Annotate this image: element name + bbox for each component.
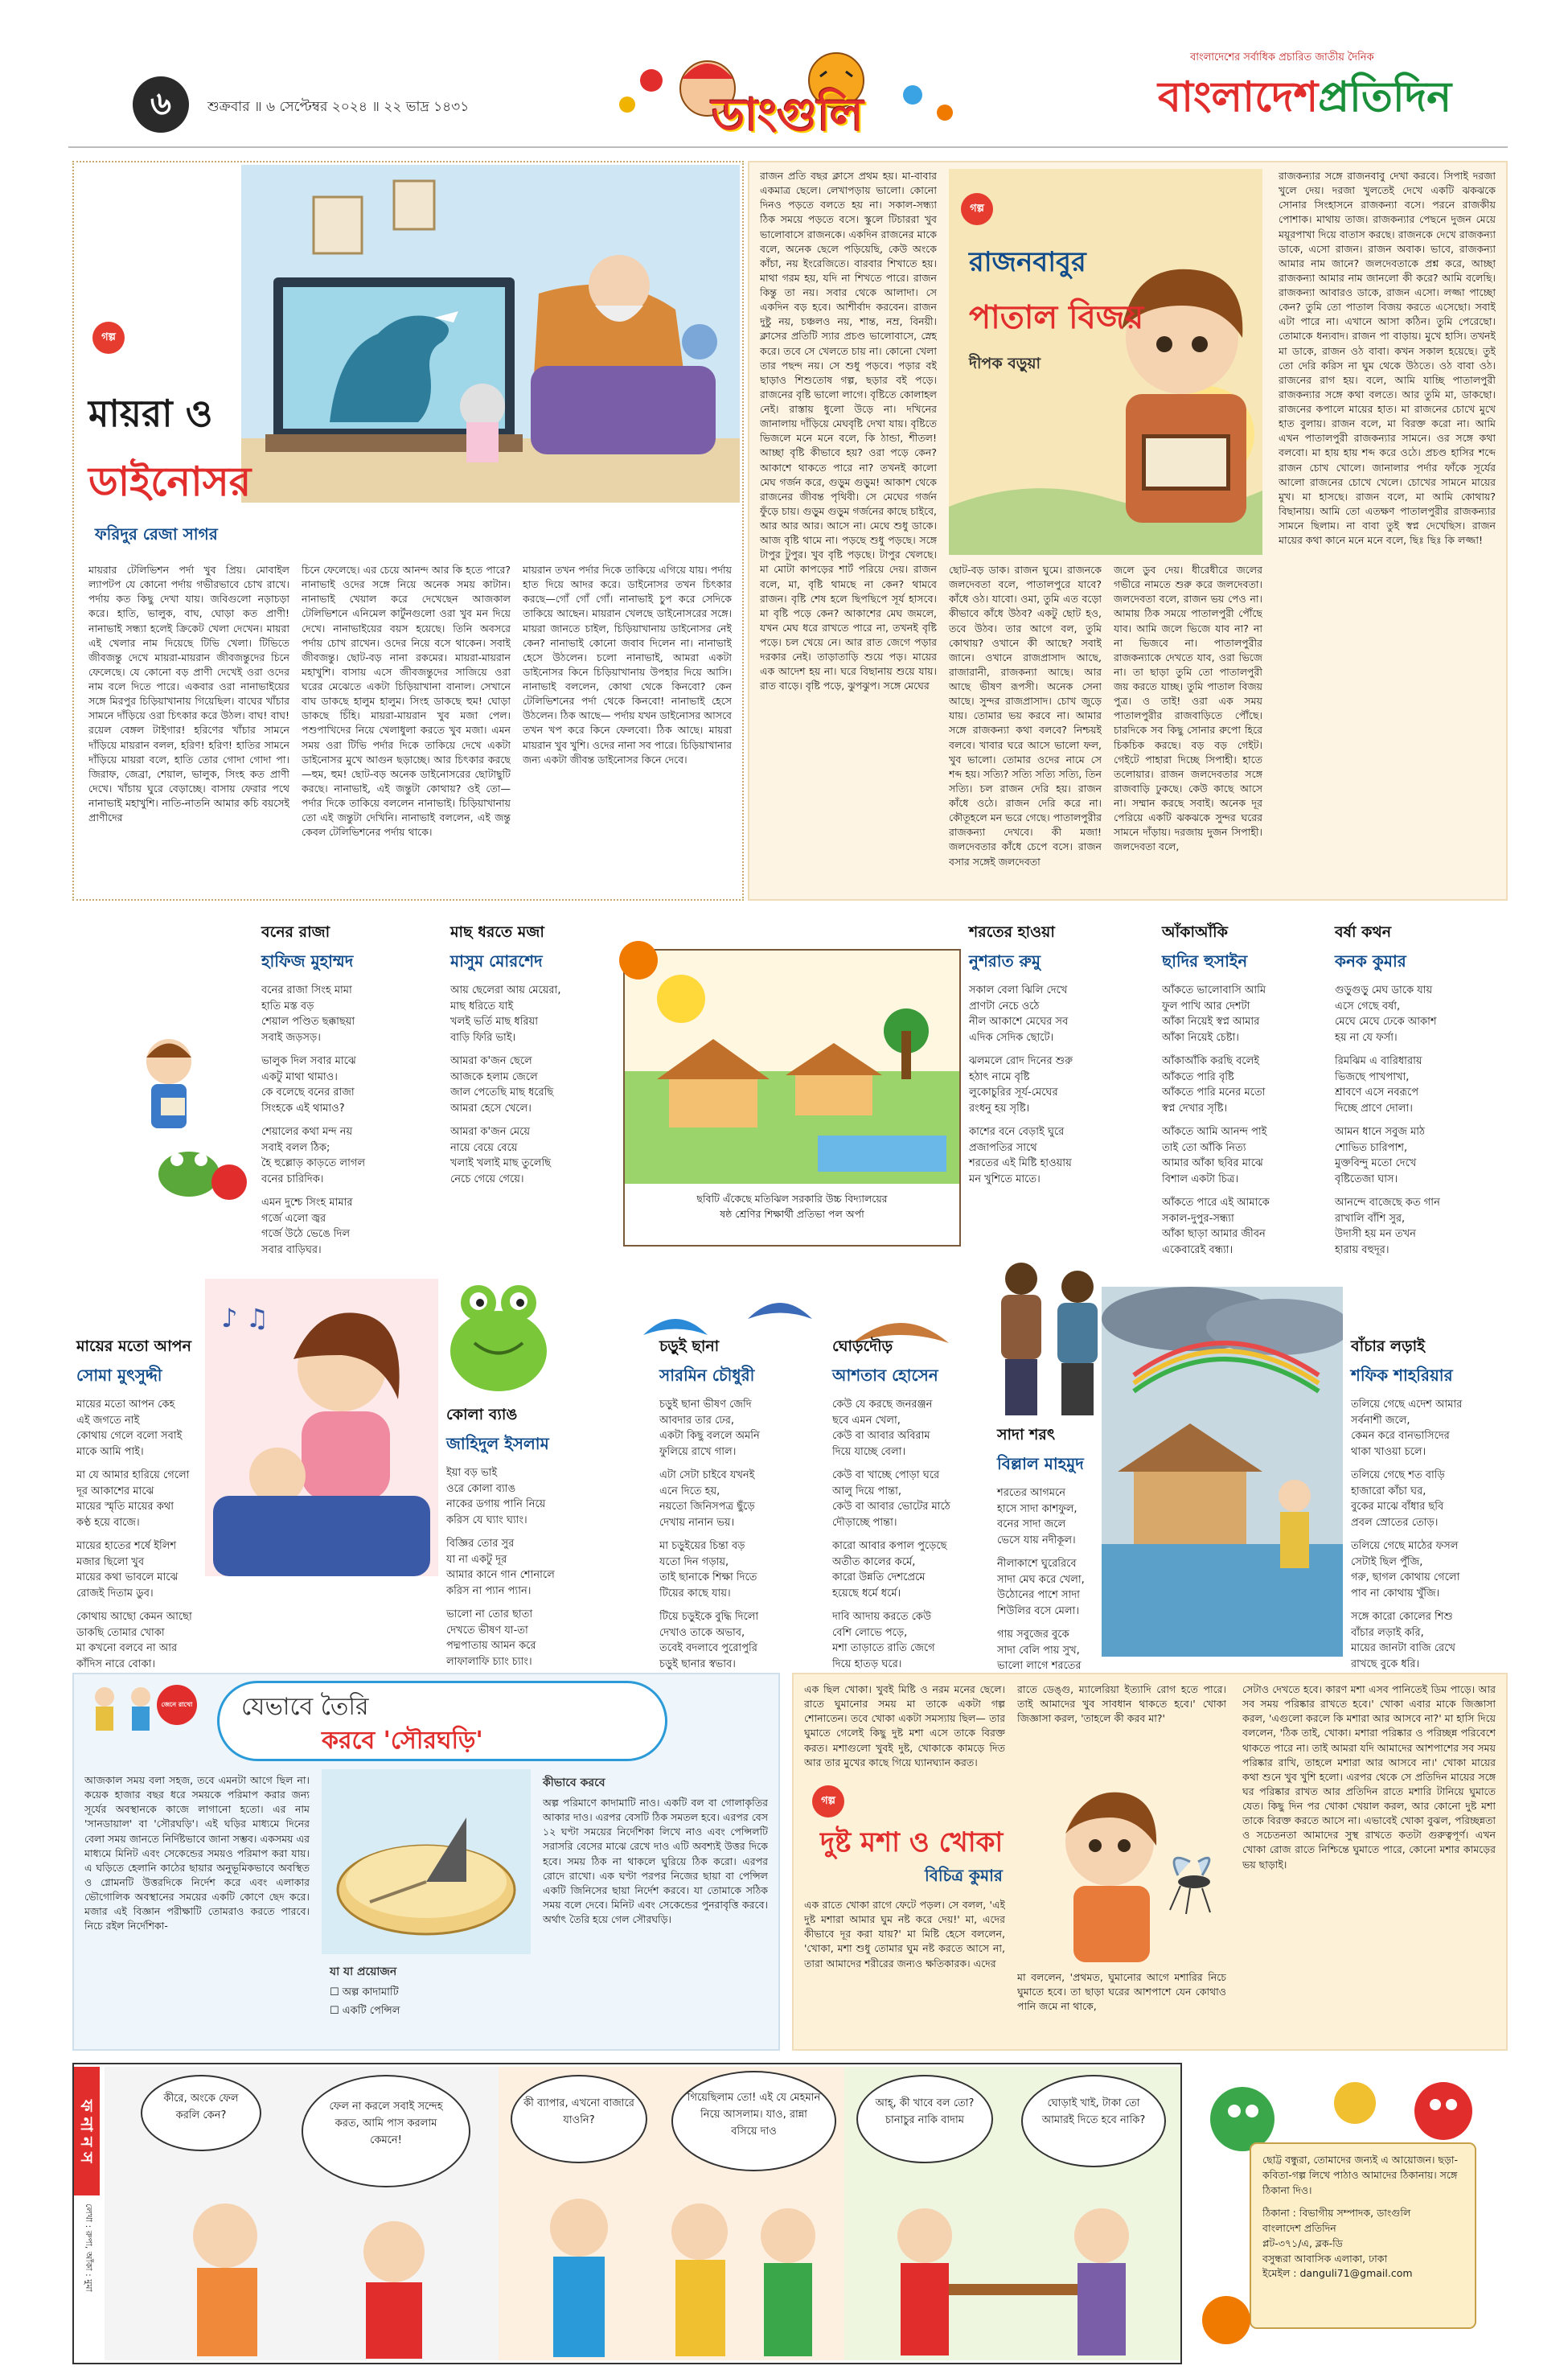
paper-logo-part1: বাংলাদেশ	[1158, 73, 1319, 121]
paper-tagline: বাংলাদেশের সর্বাধিক প্রচারিত জাতীয় দৈনিক	[1190, 51, 1374, 64]
comic-bubble-6: ঘোড়াই খাই, টাকা তো আমারই দিতে হবে নাকি?	[1021, 2075, 1166, 2167]
mosquito-title: দুষ্ট মশা ও খোকা	[820, 1826, 1004, 1859]
poem-stanza: মায়ের হাতের শর্ষে ইলিশ মজার ছিলো খুব মায়ের কথা ভাবলে মাঝে রোজই দিতাম ডুব।	[76, 1540, 179, 1600]
poem-author: ছাদির হুসাইন	[1162, 951, 1248, 971]
comic-bubble-1: কীরে, অংকে ফেল করলি কেন?	[141, 2075, 261, 2151]
kids-drawing-caption-line2: ষষ্ঠ শ্রেণির শিক্ষার্থী প্রতিভা পল অর্পা	[720, 1207, 864, 1220]
poem-mach-dhorte	[450, 921, 611, 1195]
story-mayra-tag: গল্প	[92, 322, 125, 354]
poem-stanza: বনের রাজা সিংহ মামা হাতি মস্ত বড় শেয়াল পণ্ডিত ছক্কাছয়া সবাই জড়সড়।	[261, 984, 355, 1044]
poem-stanza: আমরা ক'জন ছেলে আজকে হলাম জেলে জাল পেতেছি মাছ ধরেছি আমরা হেসে খেলে।	[450, 1055, 554, 1115]
poem-stanza: এটা সেটা চাইবে যখনই এনে দিতে হয়, নয়তো জিনিসপত্র ছুঁড়ে দেখায় নানান ভয়।	[659, 1469, 755, 1529]
poem-stanza: গায় সবুজের বুকে সাদা বেলি পায় সুখ, ভালো লাগে শরতের	[997, 1629, 1082, 1672]
kids-reading-illustration	[113, 1021, 249, 1206]
kids-drawing-caption	[625, 1192, 959, 1222]
poem-author: নুশরাত রুমু	[969, 951, 1041, 971]
poem-stanza: ভালুক দিল সবার মাঝে একটু মাথা থামাও। কে বলেছে বনের রাজা সিংহকে এই থামাও?	[261, 1055, 356, 1115]
poem-stanza: গুড়ুগুড়ু মেঘ ডাকে যায় এসে গেছে বর্ষা, মেঘে মেঘে ঢেকে আকাশ হয় না যে ফর্সা।	[1335, 984, 1437, 1044]
story-rajan-col1: রাজন প্রতি বছর ক্লাসে প্রথম হয়। মা-বাবার একমাত্র ছেলে। লেখাপড়ায় ভালো। কোনো দিনও পড়তে বলতে হয় না। সকাল-সন্ধ্যা ঠিক সময়ে পড়তে বসে। স্কুলে টিচাররা খুব ভালোবাসে রাজনকে। একদিন রাজনের মাকে বলে, অনেক ছেলে পড়িয়েছি, কেউ অংকে কাঁচা, নয় ইংরেজিতে। বারবার শিখাতে হয়। মাথা গরম হয়, যদি না শিখতে পারে। রাজন কিন্তু তা নয়। সবার থেকে আলাদা। সে একদিন বড় হবে। আশীর্বাদ করবেন। রাজন দুষ্টু নয়, চঞ্চলও নয়, শান্ত, নম্র, বিনয়ী। ক্লাসের প্রতিটি স্যার প্রচণ্ড ভালোবাসে, স্নেহ করে। তবে সে খেলতে চায় না। কোনো খেলা তার পছন্দ নয়। সে শুধু পড়বে। পড়ার বই ছাড়াও শিশুতোষ গল্প, ছড়ার বই পড়ে। রাজনের বৃষ্টি ভালো লাগে। বৃষ্টিতে কোলাহল নেই। রাস্তায় ধুলো উড়ে না। দখিনের জানালায় দাঁড়িয়ে মেঘবৃষ্টি দেখা যায়। বৃষ্টিতে ভিজলে মনে মনে বলে, কি ঠান্ডা, শীতল! আচ্ছা বৃষ্টি কীভাবে হয়? ওরা পড়ে কেন? আকাশে থাকতে পারে না? তখনই কালো মেঘ গর্জন করে, গুড়ুম গুড়ুম! আকাশ থেকে রাজনের জীবন্ত পৃথিবী। সে মেঘের গর্জন ফুঁড়ে চায়। গুড়ুম গুড়ুম গর্জনের কাছে চাইবে, আর আর আর। আসে না। মেঘে শুধু ডাকে। আজ বৃষ্টি থামে না। পড়ছে শুধু পড়ছে। সঙ্গে টাপুর টুপুর। খুব বৃষ্টি পড়ছে। টাপুর খেলছে। মা মোটা কাপড়ের শার্ট পরিয়ে দেয়। রাজন বলে, মা, বৃষ্টি থামছে না কেন? থামবে রাজন। বৃষ্টি শেষ হলে ছিপছিপে সূর্য হাসবে। মা বৃষ্টি পড়ে কেন? আকাশের মেঘ জমলে, যখন মেঘ ধরে রাখতে পারে না, তখনই বৃষ্টি পড়ে। চল খেয়ে নে। আর রাত জেগে পড়ার দরকার নেই। তাড়াতাড়ি শুয়ে পড়। মায়ের এক আদেশ হয় না। ঘরে বিছানায় শুয়ে যায়। রাত বাড়ে। বৃষ্টি পড়ে, ঝুপঝুপ। সঙ্গে মেঘের	[760, 170, 937, 692]
rain-village-illustration	[1102, 1287, 1343, 1657]
story-mayra-col3: মায়রান তখন পর্দার দিকে তাকিয়ে এগিয়ে যায়। পর্দায় হাত দিয়ে আদর করে। ডাইনোসর তখন চিৎকার করছে—গোঁ গোঁ গোঁ। নানাভাই চুপ করে সেদিকে তাকিয়ে আছেন। মায়রান খেলছে ডাইনোসরের সঙ্গে। মায়রা জানতে চাইল, চিড়িয়াখানায় ডাইনোসর নেই কেন? নানাভাই কোনো জবাব দিলেন না। নানাভাই হেসে উঠলেন। চলো নানাভাই, আমরা একটা ডাইনোসর কিনে চিড়িয়াখানায় উপহার দিয়ে আসি। নানাভাই বললেন, কোথা থেকে কিনবো? কেন টেলিভিশনের পর্দা থেকে কিনবো! নানাভাই হেসে উঠলেন। ঠিক আছে— পর্দায় যখন ডাইনোসর আসবে তখন খপ করে কিনে ফেলবো। ঠিক আছে। মায়রা মায়রান খুব খুশি। ওদের নানা সব পারে। চিড়িয়াখানার জন্য একটা জীবন্ত ডাইনোসর কিনে দেবে।	[523, 564, 732, 766]
poem-stanza: টিয়ে চড়ুইকে বুদ্ধি দিলো দেখাও তাকে অভাব, তবেই বদলাবে পুরোপুরি চড়ুই ছানার স্বভাব।	[659, 1611, 759, 1670]
story-rajan-title-line2: পাতাল বিজয়	[969, 299, 1144, 336]
mosquito-top-col1: এক ছিল খোকা। খুবই মিষ্টি ও নরম মনের ছেলে। রাতে ঘুমানোর সময় মা তাকে একটা গল্প শোনাতেন। তবে খোকা একটা সমস্যায় ছিল— তার ঘুমাতে গেলেই কিছু দুষ্ট মশা এসে তাকে বিরক্ত করত। মশাগুলো খুবই দুষ্ট, খোকাকে কামড়ে দিত আর তার মুখের কাছে গিয়ে ঘ্যানঘ্যান করত।	[804, 1683, 1005, 1768]
poem-stanza: এমন দুশ্চে সিংহ মামার গর্জে এলো জ্বর গর্জে উঠে ভেঙে দিল সবার বাড়িঘর।	[261, 1197, 353, 1256]
poem-stanza: তলিয়ে গেছে শত বাড়ি হাজারো কাঁচা ঘর, বুকের মাঝে বাঁধার ছবি প্রবল স্রোতের তোড়।	[1351, 1469, 1445, 1529]
poem-title: মায়ের মতো আপন	[76, 1337, 191, 1355]
paper-logo	[1158, 64, 1451, 134]
poem-title: সাদা শরৎ	[997, 1426, 1056, 1444]
contact-box	[1194, 2063, 1508, 2364]
kids-drawing-image	[625, 951, 959, 1184]
poem-stanza: সকাল বেলা ঝিলি দেখে প্রাণটা নেচে ওঠে নীল আকাশে মেঘের সব এদিক সেদিক ছোটে।	[969, 984, 1069, 1044]
poem-shoroter-haowa	[969, 921, 1130, 1195]
mosquito-bot-col2: মা বললেন, 'প্রথমত, ঘুমানোর আগে মশারির নিচে ঘুমাতে হবে। তা ছাড়া ঘরের আশপাশে যেন কোথাও পানি জমে না থাকে,	[1017, 1971, 1226, 2013]
story-mayra-author: ফরিদুর রেজা সাগর	[95, 524, 218, 544]
poem-sada-shorot	[997, 1423, 1134, 1698]
story-rajan-title-line1: রাজনবাবুর	[969, 246, 1086, 278]
poem-author: মাসুম মোরশেদ	[450, 951, 543, 971]
poem-title: বাঁচার লড়াই	[1351, 1337, 1426, 1355]
sundial-need-item-label: একটি পেন্সিল	[342, 2005, 400, 2017]
sundial-steps-title: কীভাবে করবে	[543, 1776, 605, 1789]
header-rule	[68, 146, 1508, 148]
comic-side-label: ফ না ন স	[74, 2067, 100, 2195]
sundial-needs-title: যা যা প্রয়োজন	[330, 1965, 397, 1978]
mosquito-top-col2: রাতে ডেঙ্গু, ম্যালেরিয়া ইত্যাদি রোগ হতে পারে। তাই আমাদের খুব সাবধান থাকতে হবে।' খোকা জিজ্ঞাসা করল, 'তাহলে কী করব মা?'	[1017, 1683, 1226, 1725]
poem-stanza: ভালো না তোর ছাতা দেখতে ভীষণ যা-তা পদ্মপাতায় আমন করে লাফালাফি চ্যাং চ্যাং।	[446, 1608, 536, 1668]
sundial-steps-body: অল্প পরিমাণে কাদামাটি নাও। একটি বল বা গোলাকৃতির আকার দাও। এরপর বেসটি ঠিক সমতল হবে। এরপর বেস ১২ ঘণ্টা সময়ের নির্দেশিকা লিখে নাও এবং পেন্সিলটি সরাসরি বেসের মাঝে রেখে দাও এটি অবশ্যই উত্তর দিকে হবে। সময় ঠিক না থাকলে ঘুরিয়ে ঠিক করো। এরপর রোদে রাখো। এক ঘণ্টা পরপর নিজের ছায়া বা পেন্সিল একটি জিনিসের ছায়া নির্দেশ করবে। যা তোমাকে সঠিক সময় বলে দেবে। মিনিট এবং সেকেন্ডের পুনরাবৃত্তি করবে। অর্থাৎ তৈরি হয়ে গেল সৌরঘড়ি।	[543, 1797, 768, 1925]
poem-ghordour	[832, 1335, 993, 1680]
poem-body	[659, 1397, 820, 1672]
poem-title: মাছ ধরতে মজা	[450, 923, 544, 941]
sundial-title-line1: যেভাবে তৈরি	[241, 1693, 369, 1721]
contact-address-line: প্লট-৩৭১/এ, ব্লক-ডি	[1262, 2236, 1343, 2249]
story-rajan-tag: গল্প	[961, 193, 993, 225]
amar-aka-badge	[619, 941, 658, 980]
poem-stanza: শরতের আগমনে হাসে সাদা কাশফুল, বনের সাদা জলে ভেসে যায় নদীকূল।	[997, 1487, 1077, 1546]
section-logo-text: ডাংগুলি	[712, 89, 864, 142]
poem-title: আঁকাআঁকি	[1162, 923, 1228, 941]
mosquito-illustration	[1037, 1769, 1230, 1966]
story-mayra-illustration	[241, 165, 740, 503]
comic-panel-2	[499, 2067, 844, 2360]
poem-stanza: রিমঝিম এ বারিধারায় ভিজছে পাখপাখা, শ্রাবণে এসে নবরূপে দিচ্ছে প্রাণে দোলা।	[1335, 1055, 1422, 1115]
poem-stanza: দাবি আদায় করতে কেউ বেশি লোভে পড়ে, মশা তাড়াতে রাতি জেগে দিয়ে হাতড় ঘরে।	[832, 1611, 935, 1670]
poem-stanza: আমন ধানে সবুজ মাঠ শোভিত চারিপাশ, মুক্তবিন্দু মতো দেখে বৃষ্টিতেজা ঘাস।	[1335, 1126, 1425, 1185]
mother-child-illustration	[205, 1279, 438, 1576]
mosquito-right-col: সেটাও দেখতে হবে। কারণ মশা এসব পানিতেই ডিম পাড়ে। আর সব সময় পরিষ্কার রাখতে হবে।' খোকা এবার মাকে জিজ্ঞাসা করল, 'এগুলো করলে কি মশারা আর আসবে না?' মা হাসি দিয়ে বললেন, 'ঠিক তাই, খোকা। মশারা পরিষ্কার ও পরিচ্ছন্ন পরিবেশে থাকতে পারে না। তাই আমরা যদি আমাদের আশপাশের সব সময় পরিষ্কার রাখি, তাহলে মশারা আর আসবে না।' খোকা মায়ের কথা শুনে খুব খুশি হলো। এরপর থেকে সে প্রতিদিন মায়ের সঙ্গে ঘর পরিষ্কার রাখত আর প্রতিদিন রাতে মশারি টানিয়ে ঘুমাতে যেত। কিছু দিন পর খোকা খেয়াল করল, আর কোনো দুষ্ট মশা তাকে বিরক্ত করতে আসে না। এভাবেই খোকা বুঝল, পরিচ্ছন্নতা ও সচেতনতা আমাদের সুস্থ রাখতে কতটা গুরুত্বপূর্ণ। এখন খোকা রোজ রাতে নিশ্চিন্তে ঘুমাতে পারে, কোনো মশার কামড়ের ভয় ছাড়াই।	[1242, 1683, 1496, 1871]
poem-stanza: কেউ বা খাচ্ছে পোড়া ঘরে আলু দিয়ে পান্তা, কেউ বা আবার ভোটের মাঠে দৌড়াচ্ছে পান্তা।	[832, 1469, 950, 1529]
sundial-image	[322, 1769, 531, 1954]
poem-borsha-kothon	[1335, 921, 1496, 1266]
poem-stanza: আঁকতে পারে এই আমাকে সকাল-দুপুর-সন্ধ্যা আঁকা ছাড়া আমার জীবন একেবারেই বন্ধ্যা।	[1162, 1197, 1270, 1256]
page-number-badge: ৬	[133, 76, 189, 133]
story-rajan-title	[969, 241, 1143, 378]
comic-bubble-5: আহ্, কী খাবে বল তো? চানাচুর নাকি বাদাম	[856, 2075, 993, 2163]
poem-author: জাহিদুল ইসলাম	[446, 1434, 549, 1453]
sundial-need-item: ☐ একটি পেন্সিল	[330, 2005, 400, 2017]
poem-body	[1351, 1397, 1504, 1672]
poem-body	[450, 983, 611, 1187]
kids-drawing-frame	[623, 949, 961, 1247]
story-mayra-title-line1: মায়রা ও	[88, 392, 213, 435]
mosquito-bot-col1: এক রাতে খোকা রাগে ফেটে পড়ল। সে বলল, 'এই দুষ্ট মশারা আমার ঘুম নষ্ট করে দেয়!' মা, এদের কীভাবে দূর করা যায়?' মা মিষ্টি হেসে বললেন, 'খোকা, মশা শুধু তোমার ঘুম নষ্ট করতে আসে না, তারা আমাদের শরীরের জন্যও ক্ষতিকারক। এদের	[804, 1899, 1005, 1969]
poem-author: শফিক শাহরিয়ার	[1351, 1366, 1453, 1385]
mosquito-tag: গল্প	[812, 1785, 844, 1817]
comic-panel-1	[105, 2067, 499, 2360]
story-rajan-col3: জলে ডুব দেয়। ধীরেধীরে জলের গভীরে নামতে শুরু করে জলদেবতা। জলদেবতা বলে, রাজন ভয় পেও না। আমায় ঠিক সময়ে পাতালপুরী পৌঁছে যাব। আমি জলে ভিজে যাব না? না না ভিজবে না। পাতালপুরীর রাজকন্যাকে দেখতে যাব, ওরা ভিজে না। তা ছাড়া তুমি তো পাতালপুরী জয় করতে যাচ্ছ। তুমি পাতাল বিজয় পুত্র। ও তাই! ওরা এক সময় পাতালপুরীর রাজবাড়িতে পৌঁছে। চারদিকে সব কিছু সোনার রুপো হিরে চিকচিক করছে। বড় বড় গেইট। গেইটে পাহারা দিচ্ছে সিপাহী। হাতে তলোয়ার। রাজন জলদেবতার সঙ্গে রাজবাড়ি ঢুকছে। কেউ কাছে আসে না। সম্মান করছে সবাই। অনেক দূর পেরিয়ে একটি ঝকঝকে সুন্দর ঘরের সামনে দাঁড়ায়। দরজায় দুজন সিপাহী। জলদেবতা বলে,	[1114, 564, 1262, 853]
poem-title: ঘোড়দৌড়	[832, 1337, 893, 1355]
poem-stanza: কেউ যে করছে জনরঞ্জন ছবে এমন খেলা, কেউ বা আবার অবিরাম দিয়ে যাচ্ছে বেলা।	[832, 1399, 933, 1458]
contact-text	[1262, 2153, 1467, 2282]
sundial-title-line2: করবে 'সৌরঘড়ি'	[322, 1727, 483, 1755]
svg-text:♪ ♫: ♪ ♫	[221, 1303, 269, 1333]
poem-stanza: আয় ছেলেরা আয় মেয়েরা, মাছ ধরিতে যাই খলই ভর্তি মাছ ধরিয়া বাড়ি ফিরি ভাই।	[450, 984, 561, 1044]
story-rajan-author: দীপক বড়ুয়া	[969, 355, 1041, 372]
sundial-steps	[543, 1773, 768, 2045]
frog-illustration	[430, 1255, 567, 1399]
poem-author: কনক কুমার	[1335, 951, 1406, 971]
poem-stanza: আঁকতে ভালোবাসি আমি ফুল পাখি আর দেশটা আঁকা নিয়েই স্বপ্ন আমার আঁকা নিয়েই চেষ্টা।	[1162, 984, 1266, 1044]
poem-stanza: শেয়ালের কথা মন্দ নয় সবাই বলল ঠিক; হৈ হুল্লোড় কাড়তে লাগল বনের চারিদিক।	[261, 1126, 366, 1185]
kids-drawing-caption-line1: ছবিটি এঁকেছে মতিঝিল সরকারি উচ্চ বিদ্যালয়ের	[696, 1193, 888, 1205]
poem-stanza: সঙ্গে কারো কোলের শিশু বাঁচার লড়াই করি, মায়ের জানটা বাজি রেখে রাখছে বুকে ধরি।	[1351, 1611, 1455, 1670]
poem-stanza: বিজ্ঞির তোর সুর যা না একটু দূর আমার কানে গান শোনালে করিস না প্যান প্যান।	[446, 1538, 555, 1597]
contact-address-line: ঠিকানা : বিভাগীয় সম্পাদক, ডাংগুলি	[1262, 2207, 1411, 2220]
poem-boner-raja	[261, 921, 422, 1266]
poem-stanza: আঁকাআঁকি করছি বলেই আঁকতে পারি বৃষ্টি আঁকতে পারি মনের মতো স্বপ্ন দেখার সৃষ্টি।	[1162, 1055, 1266, 1115]
story-mayra-col2: চিনে ফেলেছে। এর চেয়ে আনন্দ আর কি হতে পারে? নানাভাই ওদের সঙ্গে নিয়ে অনেক সময় কাটান। নানাভাই খেয়াল করে দেখেছেন আজকাল টেলিভিশনে এনিমেল কার্টুনগুলো ওরা খুব মন দিয়ে দেখে। নানাভাইয়ের বয়স হয়েছে। তিনি অবসরে পর্দায় চোখ রাখেন। ওদের নিয়ে বসে থাকেন। সবাই জীবজন্তু। ছোট-বড় নানা রকমের। মায়রা-মায়রান মহাখুশি। বাসায় এসে জীবজন্তুদের সাজিয়ে ওরা ঘরের মেঝেতে একটা চিড়িয়াখানা বানাল। সেখানে বাঘ ডাকছে হালুম হালুম। সিংহ ডাকছে হুম! ঘোড়া ডাকছে চিঁহি। মায়রা-মায়রান খুব মজা পেল। পশুপাখিদের নিয়ে খেলাধুলা করতে খুব মজা। এমন সময় ওরা টিভি পর্দার দিকে তাকিয়ে দেখে একটা ডাইনোসর মুখে আগুন ছড়াচ্ছে। আর চিৎকার করছে—হুম, হুম! ছোট-বড় অনেক ডাইনোসরের ছোটাছুটি করছে। নানাভাই, এই জন্তুটা কোথায়? ওই তো—পর্দার দিকে তাকিয়ে বললেন নানাভাই। চিড়িয়াখানায় তো এই জন্তুটা দেখিনি। নানাভাই বললেন, এই জন্তু কেবল টেলিভিশনের পর্দায় থাকে।	[302, 564, 511, 839]
poem-stanza: কোথায় আছো কেমন আছো ডাকছি তোমার খোকা মা কখনো বলবে না আর কাঁদিস নারে বোকা।	[76, 1611, 192, 1670]
story-rajan-col4: রাজকন্যার সঙ্গে রাজনবাবু দেখা করবে। সিপাই দরজা খুলে দেয়। দরজা খুলতেই দেখে একটি ঝকঝকে সোনার সিংহাসনে রাজকন্যা বসে। পরনে রাজকীয় পোশাক। মাথায় তাজ। রাজকন্যার পেছনে দুজন মেয়ে ময়ূরপাখা দিয়ে বাতাস করছে। রাজনকে দেখে রাজকন্যা ডাকে, এসো রাজন। রাজন অবাক। ভাবে, রাজকন্যা আমার নাম জানে? জলদেবতাকে প্রশ্ন করে, আচ্ছা রাজকন্যা আমার নাম জানলো কী করে? আমি বলেছি। রাজকন্যা আবারও ডাকে, রাজন এসো। লজ্জা পাচ্ছো কেন? তুমি তো পাতাল বিজয় করতে এসেছো। সবাই এটা পারে না। এখানে আসা কঠিন। তুমি পেরেছো। তোমাকে ধন্যবাদ। রাজন পা বাড়ায়। মুখে হাসি। তখনই মা ডাকে, রাজন ওঠ বাবা। কখন সকাল হয়েছে। তুই তো দেরি করিস না ঘুম থেকে উঠতে। ওঠ বাবা ওঠ। রাজনের রাগ হয়। বলে, আমি যাচ্ছি পাতালপুরী রাজকন্যার সঙ্গে কথা বলতে। আর তুমি মা, ডাকছো। রাজনের কপালে মায়ের হাত। মা রাজনের চোখে মুখে হাত বুলায়। রাজন বলে, মা বিরক্ত করো না। আমি এখন পাতালপুরী রাজকন্যার সামনে। ওর সঙ্গে কথা বলবো। মা হায় হায় শব্দ করে ওঠে। প্রচণ্ড হাসির শব্দে রাজন চোখ খোলে। জানালার পর্দার ফাঁকে সূর্যের আলো রাজনের চোখে খেলে। চোখের সামনে মায়ের মুখ। মা হাসছে। রাজন বলে, মা আমি কোথায়? বিছানায়। আমি তো এতক্ষণ পাতালপুরীর রাজকন্যার সামনে ছিলাম। না বাবা তুই স্বপ্ন দেখেছিস। রাজন মায়ের কথা কানে মনে মনে বলে, ছিঃ ছিঃ কি লজ্জা!	[1279, 170, 1496, 547]
sundial-needs	[330, 1962, 531, 2020]
masthead	[0, 0, 1568, 153]
poem-stanza: আমরা ক'জন মেয়ে নায়ে বেয়ে বেয়ে খলাই খলাই মাছ তুলেছি নেচে গেয়ে গেয়ে।	[450, 1126, 552, 1185]
poem-kola-bang	[446, 1403, 607, 1678]
poem-body	[446, 1465, 607, 1670]
sundial-intro: আজকাল সময় বলা সহজ, তবে এমনটা আগে ছিল না। কয়েক হাজার বছর ধরে সময়কে পরিমাপ করার জন্য সূর্যের অবস্থানকে কাজে লাগানো হতো। এর নাম 'সানডায়াল' বা 'সৌরঘড়ি'। এই ঘড়ির মাধ্যমে দিনের বেলা সময় জানতে নির্দিষ্টভাবে জানা সম্ভব। একসময় এর মাধ্যমে মিনিট এবং সেকেন্ডের সময়ও পরিমাপ করা যায়। এ ঘড়িতে হেলানি কাঠের ছায়ার অনুভূমিকভাবে অবস্থিত ও গ্নোমনটি উত্তরদিকে নির্দেশ করে এবং এলাকার ভৌগোলিক অবস্থানের সময়ের একটি কোণে ছেদ করে। মজার এই বিজ্ঞান পরীক্ষাটি তোমরাও করতে পারবে। নিচে রইল নির্দেশিকা-	[84, 1774, 310, 1932]
sundial-need-item-label: অল্প কাদামাটি	[342, 1986, 399, 1998]
poem-title: চড়ুই ছানা	[659, 1337, 720, 1355]
poem-body	[997, 1485, 1134, 1690]
poem-stanza: ইয়া বড় ভাই ওরে কোলা ব্যাঙ নাকের ডগায় পানি নিয়ে করিস যে ঘ্যাং ঘ্যাং।	[446, 1467, 546, 1526]
poem-stanza: ঝলমলে রোদ দিনের শুরু হঠাৎ নামে বৃষ্টি লুকোচুরির সূর্য-মেঘের রংধনু হয় সৃষ্টি।	[969, 1055, 1073, 1115]
comic-bubble-2: ফেল না করলে সবাই সন্দেহ করত, আমি পাস করলাম কেমনে!	[302, 2075, 470, 2187]
poem-stanza: কাশের বনে বেড়াই ঘুরে প্রজাপতির সাথে শরতের এই মিষ্টি হাওয়ায় মন খুশিতে মাতে।	[969, 1126, 1072, 1185]
poem-title: শরতের হাওয়া	[969, 923, 1055, 941]
poem-body	[832, 1397, 993, 1672]
poem-stanza: আঁকতে আমি আনন্দ পাই তাই তো আঁকি নিত্য আমার আঁকা ছবির মাঝে বিশাল একটা চিত্র।	[1162, 1126, 1267, 1185]
story-rajan-col2: ছোট-বড় ডাক। রাজন ঘুমে। রাজনকে জলদেবতা বলে, পাতালপুরে যাবে? কাঁধে ওঠ। যাবো। ওমা, তুমি এত বড়ো কীভাবে কাঁধে উঠব? একটু ছোট হও, তবে উঠব। তার আগে বল, তুমি কোথায়? ওখানে কী আছে? সবাই জানে। ওখানে রাজপ্রাসাদ আছে, রাজারানী, রাজকন্যা আছে। আর আছে ভীষণ রূপসী। অনেক সেনা আছে। সুন্দর রাজপ্রাসাদ। চোখ জুড়ে যায়। তোমার ভয় করবে না। আমার সঙ্গে রাজকন্যা কথা বলবে? নিশ্চয়ই বলবে। খাবার ঘরে আসে ভালো ফল, খুব ভালো। তোমার ওদের নামে সে শব্দ হয়। সত্যি? সত্যি সত্যি সত্যি, তিন সত্যি। চল রাজন দেরি হয়। রাজন কাঁধে ওঠে। রাজন দেরি করে না। কৌতূহলে মন ভরে গেছে। পাতালপুরীর রাজকন্যা দেখবে। কী মজা! জলদেবতার কাঁধে চেপে বসে। রাজন বসার সঙ্গেই জলদেবতা	[949, 564, 1102, 868]
poem-body	[261, 983, 422, 1258]
poem-body	[1162, 983, 1323, 1258]
poem-title: বনের রাজা	[261, 923, 330, 941]
poem-author: সারমিন চৌধুরী	[659, 1366, 755, 1385]
poem-author: আশতাব হোসেন	[832, 1366, 938, 1385]
poem-akaaki	[1162, 921, 1323, 1266]
section-logo	[595, 32, 965, 141]
contact-intro: ছোট্ট বন্ধুরা, তোমাদের জন্যই এ আয়োজন। ছড়া-কবিতা-গল্প লিখে পাঠাও আমাদের ঠিকানায়। সঙ্গে ঠিকানা দিও।	[1262, 2154, 1459, 2196]
paper-logo-part2: প্রতিদিন	[1318, 73, 1452, 121]
poem-stanza: তলিয়ে গেছে মাঠের ফসল সেটাই ছিল পুঁজি, গরু, ছাগল কোথায় গেলো পাব না কোথায় খুঁজি।	[1351, 1540, 1460, 1600]
poem-stanza: চড়ুই ছানা ভীষণ জেদি আবদার তার ঢের, একটা কিছু বললে অমনি ফুলিয়ে রাখে গাল।	[659, 1399, 760, 1458]
poem-stanza: মা চড়ুইয়ের চিন্তা বড় যতো দিন গড়ায়, তাই ছানাকে শিক্ষা দিতে টিয়ের কাছে যায়।	[659, 1540, 757, 1600]
poem-stanza: নীলাকাশে ঘুরেরিবে সাদা মেঘ করে খেলা, উঠোনের পাশে সাদা শিউলির বসে মেলা।	[997, 1558, 1085, 1617]
mosquito-author: বিচিত্র কুমার	[925, 1866, 1003, 1885]
contact-address-line: বসুন্ধরা আবাসিক এলাকা, ঢাকা	[1262, 2252, 1388, 2265]
poem-stanza: তলিয়ে গেছে এদেশ আমার সর্বনাশী জলে, কেমন করে বানভাসিদের থাকা খাওয়া চলে।	[1351, 1399, 1463, 1458]
story-mayra-title-line2: ডাইনোসর	[88, 458, 252, 505]
comic-credit: লেখা : রুপা, আঁকা : মুমা	[84, 2204, 94, 2292]
story-mayra-title	[88, 386, 251, 519]
poem-stanza: মায়ের মতো আপন কেহ এই জগতে নাই কোথায় গেলে বলো সবাই মাকে আমি পাই।	[76, 1399, 183, 1458]
kids-playing-icon	[84, 1681, 161, 1745]
sundial-need-item: ☐ অল্প কাদামাটি	[330, 1986, 399, 1998]
poem-stanza: আনন্দে বাজেছে কত গান রাখালি বাঁশি সুর, উদাসী হয় মন তখন হারায় বহুদূর।	[1335, 1197, 1440, 1256]
poem-author: হাফিজ মুহাম্মদ	[261, 951, 354, 971]
comic-panel-3	[844, 2067, 1180, 2360]
sundial-tag: জেনে রাখো	[157, 1685, 197, 1725]
poem-title: বর্ষা কথন	[1335, 923, 1392, 941]
comic-bubble-3: কী ব্যাপার, এখনো বাজারে যাওনি?	[511, 2075, 647, 2163]
dateline: শুক্রবার ॥ ৬ সেপ্টেম্বর ২০২৪ ॥ ২২ ভাদ্র ১৪৩১	[207, 99, 470, 115]
contact-address-line: বাংলাদেশ প্রতিদিন	[1262, 2222, 1336, 2234]
poem-bachar-lorai	[1351, 1335, 1504, 1680]
poem-stanza: মা যে আমার হারিয়ে গেলো দূর আকাশের মাঝে মায়ের স্মৃতি মায়ের কথা কণ্ঠ হয়ে বাজে।	[76, 1469, 190, 1529]
poem-body	[969, 983, 1130, 1187]
contact-email[interactable]: ইমেইল : danguli71@gmail.com	[1262, 2267, 1413, 2280]
comic-bubble-4: গিয়েছিলাম তো! এই যে মেহমান নিয়ে আসলাম। যাও, রান্না বসিয়ে দাও	[671, 2071, 836, 2171]
poem-author: সোমা মুৎসুদ্দী	[76, 1366, 162, 1385]
poem-body	[1335, 983, 1496, 1258]
poem-stanza: কারো আবার কপাল পুড়েছে অতীত কালের কর্মে, কারো উন্নতি দেশপ্রেমে হয়েছে ধর্মে ধর্মে।	[832, 1540, 947, 1600]
poem-author: বিল্লাল মাহমুদ	[997, 1454, 1084, 1473]
story-mayra-col1: মায়রার টেলিভিশন পর্দা খুব প্রিয়। মোবাইল ল্যাপটপ যে কোনো পর্দায় গভীরভাবে চোখ রাখে। পর্দায় কত কিছু দেখা যায়। জবিগুলো নড়াচড়া করে। হাতি, ভালুক, বাঘ, ঘোড়া কত প্রাণী! নানাভাই সন্ধ্যা হলেই ক্রিকেট খেলা দেখেন। মায়রা এই খেলার নাম দিয়েছে টিভি খেলা। টিভিতে জীবজন্তু দেখে মায়রা-মায়রান জীবজন্তুদের চিনে ফেলেছে। যে কোনো বড় প্রাণী দেখেই ওরা ওদের নাম বলে দিতে পারে। একবার ওরা নানাভাইয়ের সঙ্গে মিরপুর চিড়িয়াখানায় গিয়েছিল। বাঘের খাঁচার সামনে দাঁড়িয়ে ওরা চিৎকার করে উঠল। বাঘ! বাঘ! রয়েল বেঙ্গল টাইগার! হরিণের খাঁচার সামনে দাঁড়িয়ে মায়রান বলল, হরিণ! হরিণ! হাতির সামনে দাঁড়িয়ে মায়রা বলে, হাতি তোর গোদা গোদা পা। জিরাফ, জেব্রা, শেয়াল, ভালুক, সিংহ কত প্রাণী দেখে। খাঁচায় ঘুরে বেড়াচ্ছে। বাসায় ফেরার পথে নানাভাই মহাখুশি। নাতি-নাতনি আমার কচি বয়সেই প্রাণীদের	[88, 564, 289, 824]
poem-choruii-chana	[659, 1335, 820, 1680]
poem-title: কোলা ব্যাঙ	[446, 1406, 518, 1423]
